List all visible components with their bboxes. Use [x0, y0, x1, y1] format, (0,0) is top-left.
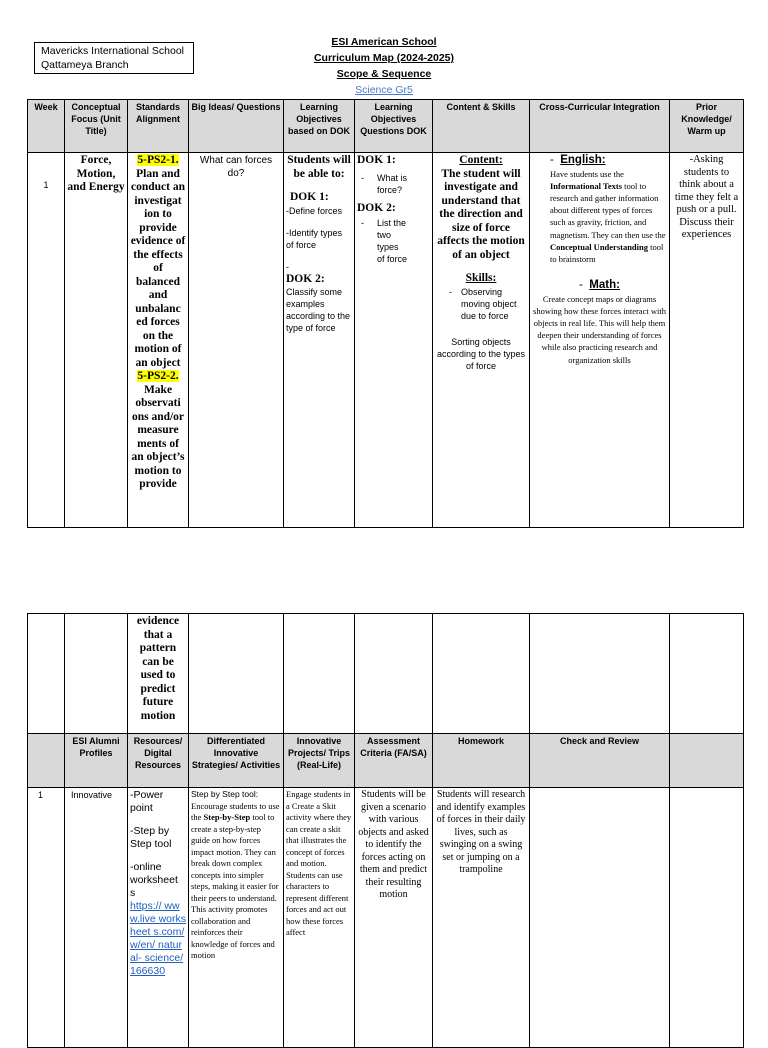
- assessment-cell: Students will be given a scenario with various objects and asked to identify the forces acting on them and predict their resulting motion: [355, 788, 433, 1048]
- question-what-is-force: - What is force?: [361, 172, 408, 195]
- header-objectives: Learning Objectives based on DOK: [284, 100, 355, 153]
- header-prior-knowledge: Prior Knowledge/ Warm up: [670, 100, 744, 153]
- school-name-box: [34, 42, 194, 74]
- objectives-dok1-label: DOK 1:: [290, 191, 329, 203]
- cross-curricular-cell: [530, 153, 670, 528]
- homework-cell: Students will research and identify examples of forces in their daily lives, such as swinging on a swing set or jumping on a trampoline: [433, 788, 530, 1048]
- header-cross-curricular: Cross-Curricular Integration: [530, 100, 670, 153]
- standard-text-continued: evidence that a pattern can be used to predict future motion: [128, 614, 189, 734]
- objective-dash: -: [286, 261, 289, 272]
- school-branch: Qattameya Branch: [41, 59, 129, 71]
- school-name: Mavericks International School: [41, 45, 184, 57]
- standard-text-2: Make observati ons and/or measure ments of an object’s motion to provide: [131, 383, 185, 490]
- header-assessment: Assessment Criteria (FA/SA): [355, 734, 433, 788]
- question-list-types: - List the two types of force: [361, 218, 408, 264]
- header-standards: Standards Alignment: [128, 100, 189, 153]
- table-header-row-2: [28, 734, 744, 788]
- content-label: Content:: [459, 154, 503, 166]
- table-row-2: [28, 788, 744, 1048]
- prior-knowledge-cell: -Asking students to think about a time they felt a push or a pull. Discuss their experiences: [670, 153, 744, 528]
- resources-cell: [128, 788, 189, 1048]
- objective-define: -Define forces: [286, 205, 343, 216]
- header-projects: Innovative Projects/ Trips (Real-Life): [284, 734, 355, 788]
- resource-powerpoint: -Power point: [130, 789, 164, 814]
- resource-worksheets: -online worksheet s: [130, 861, 178, 899]
- curriculum-table: [27, 99, 744, 528]
- empty-cell: [530, 614, 670, 734]
- scope-title: Scope & Sequence: [336, 68, 432, 80]
- skill-observing: - Observing moving object due to force: [449, 286, 517, 321]
- math-text: Create concept maps or diagrams showing how these forces interact with objects in real life. This will help them deepen their understanding of forces while also practicing research and organization skills: [533, 293, 666, 365]
- content-skills-cell: [433, 153, 530, 528]
- skill-sorting: Sorting objects according to the types of force: [436, 336, 526, 371]
- header-focus: Conceptual Focus (Unit Title): [65, 100, 128, 153]
- questions-dok2-label: DOK 2:: [357, 201, 396, 214]
- english-text: Have students use the Informational Texts tool to research and gather information about different types of forces such as gravity, friction, and magnetism. They can then use the Conceptual Understanding tool to brainstorm: [550, 168, 666, 264]
- resource-step-by-step: -Step by Step tool: [130, 825, 172, 850]
- questions-dok1-label: DOK 1:: [357, 154, 396, 166]
- empty-cell: [284, 614, 355, 734]
- standard-code-1: 5-PS2-1.: [137, 154, 179, 166]
- unit-title: Force, Motion, and Energy: [65, 153, 128, 528]
- empty-cell: [670, 614, 744, 734]
- english-heading: - English:: [550, 154, 606, 166]
- empty-cell: [189, 614, 284, 734]
- header-alumni-profiles: ESI Alumni Profiles: [65, 734, 128, 788]
- header-objective-questions: Learning Objectives Questions DOK: [355, 100, 433, 153]
- check-review-cell: [530, 788, 670, 1048]
- header-check-review: Check and Review: [530, 734, 670, 788]
- header-week: Week: [28, 100, 65, 153]
- objective-classify: Classify some examples according to the type of force: [286, 287, 351, 333]
- projects-cell: Engage students in a Create a Skit activity where they can create a skit that illustrates the concept of forces and motion. Students can use characters to represent different forces and act out how these forces affect: [284, 788, 355, 1048]
- math-heading: - Math:: [579, 279, 620, 292]
- empty-cell: [355, 614, 433, 734]
- worksheet-link[interactable]: https:// www.live worksheet s.com/ w/en/ natural- science/ 166630: [130, 900, 187, 977]
- objectives-cell: [284, 153, 355, 528]
- week-cell-2: 1: [28, 788, 65, 1048]
- empty-cell: [433, 614, 530, 734]
- standard-text-1: Plan and conduct an investigat ion to provide evidence of the effects of balanced and unbalanc ed forces on the motion of an object: [130, 167, 186, 369]
- header-empty: [28, 734, 65, 788]
- empty-cell: [670, 788, 744, 1048]
- continued-row: [28, 614, 744, 734]
- document-title: ESI American School: [331, 36, 437, 48]
- subject-title: Science Gr5: [355, 84, 413, 96]
- header-strategies: Differentiated Innovative Strategies/ Activities: [189, 734, 284, 788]
- strategies-cell: Step by Step tool: Encourage students to use the Step-by-Step tool to create a step-by-step guide on how forces impact motion. They can break down complex concepts into simpler steps, making it easier for their peers to understand. This activity promotes collaboration and reinforces their knowledge of forces and motion: [189, 788, 284, 1048]
- content-text: The student will investigate and understand that the direction and size of force affects the motion of an object: [437, 167, 525, 261]
- objectives-intro: Students will be able to:: [287, 154, 351, 180]
- big-idea-cell: What can forces do?: [189, 153, 284, 528]
- header-content-skills: Content & Skills: [433, 100, 530, 153]
- week-cell: 1: [28, 153, 65, 528]
- alumni-profile-cell: Innovative: [65, 788, 128, 1048]
- header-empty: [670, 734, 744, 788]
- objective-identify: -Identify types of force: [286, 227, 343, 250]
- curriculum-map-title: Curriculum Map (2024-2025): [313, 52, 455, 64]
- objectives-dok2-label: DOK 2:: [286, 272, 325, 285]
- header-resources: Resources/ Digital Resources: [128, 734, 189, 788]
- header-big-ideas: Big Ideas/ Questions: [189, 100, 284, 153]
- standards-cell: [128, 153, 189, 528]
- table-row: [28, 153, 744, 528]
- objective-questions-cell: [355, 153, 433, 528]
- curriculum-table-continued: [27, 613, 744, 1048]
- empty-cell: [28, 614, 65, 734]
- standard-code-2: 5-PS2-2.: [137, 370, 179, 382]
- table-header-row: [28, 100, 744, 153]
- skills-label: Skills:: [465, 272, 497, 284]
- empty-cell: [65, 614, 128, 734]
- header-homework: Homework: [433, 734, 530, 788]
